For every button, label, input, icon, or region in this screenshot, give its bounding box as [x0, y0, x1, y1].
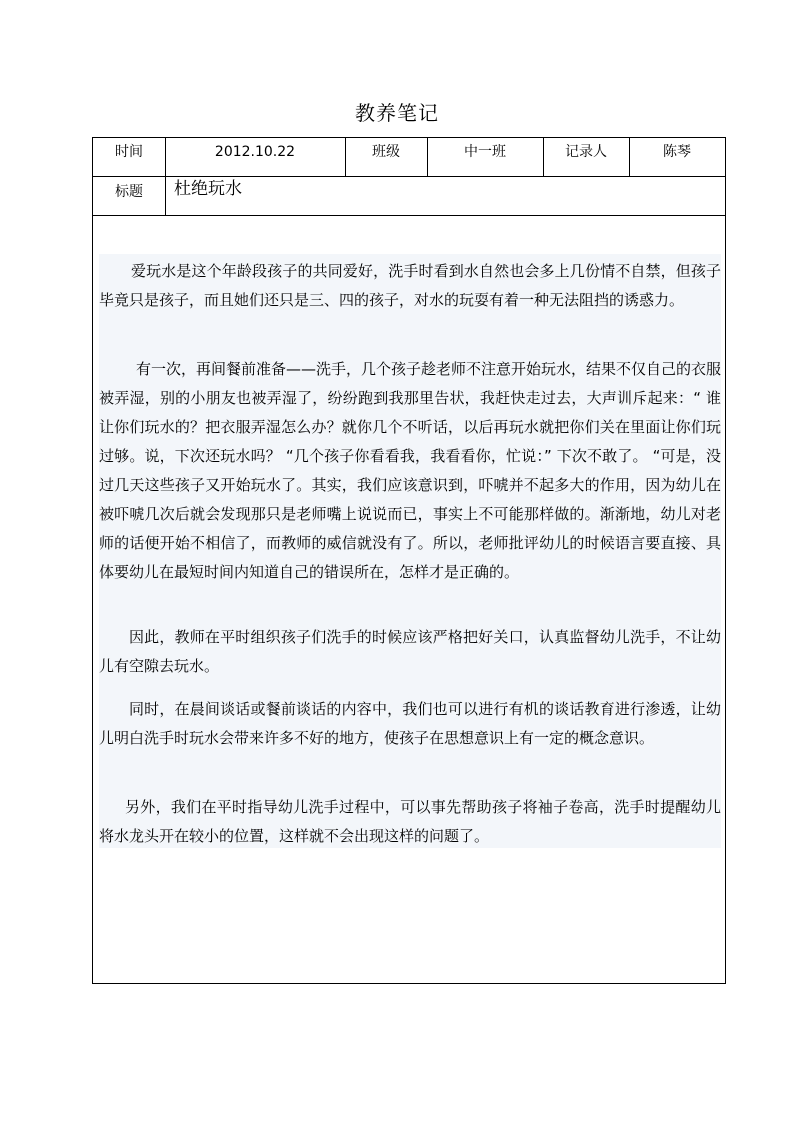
document-title: 教养笔记	[355, 101, 439, 125]
row-divider-subject	[93, 215, 725, 216]
paragraph-3: 因此，教师在平时组织孩子们洗手的时候应该严格把好关口，认真监督幼儿洗手，不让幼儿有空隙去玩水。	[99, 628, 721, 675]
time-value: 2012.10.22	[214, 144, 296, 160]
note-form-table	[92, 137, 726, 984]
note-body	[99, 254, 721, 848]
class-label: 班级	[372, 144, 400, 160]
paragraph-5: 另外，我们在平时指导幼儿洗手过程中，可以事先帮助孩子将袖子卷高，洗手时提醒幼儿将水龙头开在较小的位置，这样就不会出现这样的问题了。	[99, 798, 721, 845]
subject-value: 杜绝玩水	[174, 179, 242, 199]
recorder-value: 陈琴	[663, 144, 691, 160]
paragraph-4: 同时，在晨间谈话或餐前谈话的内容中，我们也可以进行有机的谈话教育进行渗透，让幼儿明白洗手时玩水会带来许多不好的地方，使孩子在思想意识上有一定的概念意识。	[99, 700, 721, 747]
col-divider-subject	[165, 176, 166, 215]
paragraph-1: 爱玩水是这个年龄段孩子的共同爱好，洗手时看到水自然也会多上几份情不自禁，但孩子毕竟只是孩子，而且她们还只是三、四的孩子，对水的玩耍有着一种无法阻挡的诱惑力。	[99, 262, 721, 309]
class-value: 中一班	[464, 144, 506, 160]
recorder-label: 记录人	[565, 144, 607, 160]
row-divider-header	[93, 176, 725, 177]
subject-label: 标题	[115, 184, 143, 200]
time-label: 时间	[115, 144, 143, 160]
paragraph-2: 有一次，再间餐前准备——洗手，几个孩子趁老师不注意开始玩水，结果不仅自己的衣服被弄湿，别的小朋友也被弄湿了，纷纷跑到我那里告状，我赶快走过去，大声训斥起来：“ 谁让你们玩水的？把衣服弄湿怎么办？就你几个不听话，以后再玩水就把你们关在里面让你们玩过够。说，下次还玩水吗？ “几个孩子你看看我，我看看你，忙说：” 下次不敢了。 “可是，没过几天这些孩子又开始玩水了。其实，我们应该意识到，吓唬并不起多大的作用，因为幼儿在被吓唬几次后就会发现那只是老师嘴上说说而已，事实上不可能那样做的。渐渐地，幼儿对老师的话便开始不相信了，而教师的威信就没有了。所以，老师批评幼儿的时候语言要直接、具体要幼儿在最短时间内知道自己的错误所在，怎样才是正确的。	[99, 360, 722, 581]
